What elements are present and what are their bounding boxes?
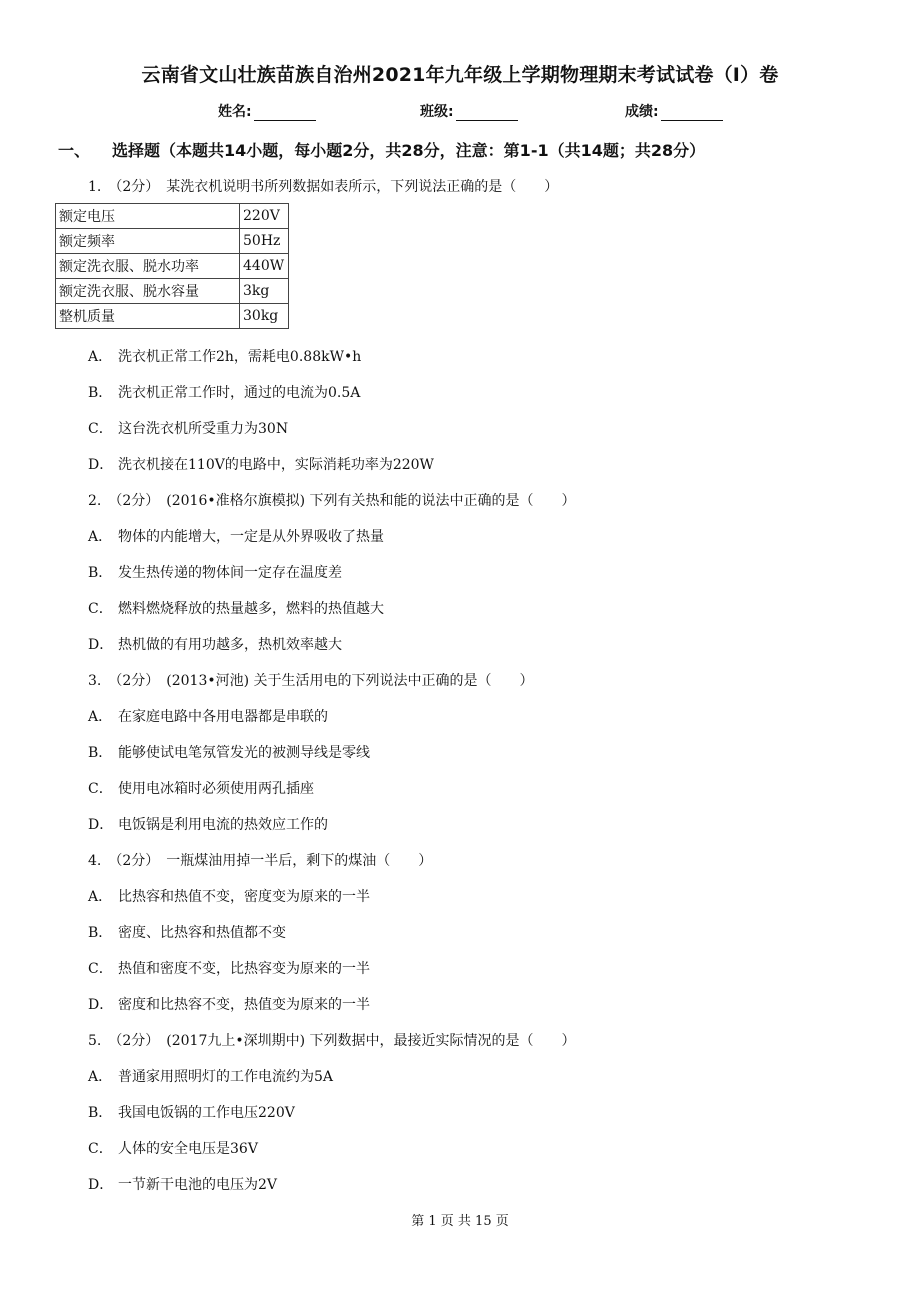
option-key: B．	[88, 925, 113, 941]
name-label: 姓名:	[218, 104, 252, 120]
option-text: 比热容和热值不变，密度变为原来的一半	[118, 889, 370, 905]
option	[88, 958, 370, 978]
option-text: 普通家用照明灯的工作电流约为5A	[118, 1069, 334, 1085]
option	[88, 382, 360, 402]
option	[88, 814, 328, 834]
option-text: 这台洗衣机所受重力为30N	[118, 421, 289, 437]
option-key: D．	[88, 637, 114, 653]
score-blank	[661, 106, 723, 121]
spec-table	[55, 203, 289, 329]
option-key: A．	[88, 349, 113, 365]
name-blank	[254, 106, 316, 121]
option	[88, 886, 370, 906]
option-key: D．	[88, 1177, 114, 1193]
page-footer: 第 1 页 共 15 页	[411, 1214, 509, 1229]
option-text: 人体的安全电压是36V	[118, 1141, 258, 1157]
question-stem: 2. （2分） (2016•准格尔旗模拟) 下列有关热和能的说法中正确的是（ ）	[88, 493, 576, 509]
option-key: C．	[88, 421, 113, 437]
student-info	[0, 101, 920, 121]
option-text: 热机做的有用功越多，热机效率越大	[118, 637, 342, 653]
table-row	[56, 254, 289, 279]
option-text: 在家庭电路中各用电器都是串联的	[118, 709, 328, 725]
option-text: 一节新干电池的电压为2V	[118, 1177, 278, 1193]
option	[88, 1102, 295, 1122]
option-text: 洗衣机正常工作2h，需耗电0.88kW•h	[118, 349, 362, 365]
section-number: 一、	[58, 141, 91, 160]
table-cell: 50Hz	[240, 229, 289, 254]
option-key: B．	[88, 385, 113, 401]
class-blank	[456, 106, 518, 121]
option	[88, 994, 370, 1014]
question-stem: 5. （2分） (2017九上•深圳期中) 下列数据中，最接近实际情况的是（ ）	[88, 1033, 576, 1049]
option-text: 热值和密度不变，比热容变为原来的一半	[118, 961, 370, 977]
section-heading	[58, 138, 705, 161]
option-text: 使用电冰箱时必须使用两孔插座	[118, 781, 314, 797]
option-key: A．	[88, 1069, 113, 1085]
option-key: D．	[88, 997, 114, 1013]
option-key: B．	[88, 565, 113, 581]
table-cell: 440W	[240, 254, 289, 279]
table-cell: 额定电压	[56, 204, 240, 229]
table-row	[56, 279, 289, 304]
option	[88, 1066, 333, 1086]
option-key: B．	[88, 745, 113, 761]
table-cell: 220V	[240, 204, 289, 229]
table-row	[56, 229, 289, 254]
option	[88, 598, 384, 618]
option	[88, 1174, 277, 1194]
class-field	[420, 101, 518, 121]
option-key: D．	[88, 817, 114, 833]
option-text: 密度、比热容和热值都不变	[118, 925, 286, 941]
section-title: 选择题（本题共14小题，每小题2分，共28分，注意：第1-1（共14题；共28分）	[112, 141, 706, 160]
option-key: B．	[88, 1105, 113, 1121]
table-cell: 3kg	[240, 279, 289, 304]
option-text: 能够使试电笔氖管发光的被测导线是零线	[118, 745, 370, 761]
option	[88, 346, 361, 366]
option-key: A．	[88, 889, 113, 905]
option-text: 发生热传递的物体间一定存在温度差	[118, 565, 342, 581]
class-label: 班级:	[420, 104, 454, 120]
table-cell: 额定频率	[56, 229, 240, 254]
option	[88, 634, 342, 654]
option-text: 密度和比热容不变，热值变为原来的一半	[118, 997, 370, 1013]
option	[88, 742, 370, 762]
page-title: 云南省文山壮族苗族自治州2021年九年级上学期物理期末考试试卷（I）卷	[141, 64, 779, 86]
option-key: C．	[88, 781, 113, 797]
option	[88, 922, 286, 942]
table-cell: 额定洗衣服、脱水容量	[56, 279, 240, 304]
score-label: 成绩:	[625, 104, 659, 120]
option-key: C．	[88, 1141, 113, 1157]
option	[88, 778, 314, 798]
option-text: 洗衣机接在110V的电路中，实际消耗功率为220W	[118, 457, 434, 473]
option-key: D．	[88, 457, 114, 473]
name-field	[218, 101, 316, 121]
question-stem: 4. （2分） 一瓶煤油用掉一半后，剩下的煤油（ ）	[88, 853, 433, 869]
score-field	[625, 101, 723, 121]
option	[88, 418, 288, 438]
option-text: 燃料燃烧释放的热量越多，燃料的热值越大	[118, 601, 384, 617]
option	[88, 1138, 258, 1158]
option	[88, 706, 328, 726]
option-text: 物体的内能增大，一定是从外界吸收了热量	[118, 529, 384, 545]
option-key: C．	[88, 601, 113, 617]
table-cell: 整机质量	[56, 304, 240, 329]
question-stem: 1. （2分） 某洗衣机说明书所列数据如表所示，下列说法正确的是（ ）	[88, 179, 559, 195]
option-key: A．	[88, 709, 113, 725]
table-row	[56, 304, 289, 329]
option	[88, 562, 342, 582]
option-text: 洗衣机正常工作时，通过的电流为0.5A	[118, 385, 361, 401]
table-cell: 30kg	[240, 304, 289, 329]
table-cell: 额定洗衣服、脱水功率	[56, 254, 240, 279]
option	[88, 526, 384, 546]
question-stem: 3. （2分） (2013•河池) 关于生活用电的下列说法中正确的是（ ）	[88, 673, 534, 689]
option	[88, 454, 434, 474]
option-key: C．	[88, 961, 113, 977]
option-text: 我国电饭锅的工作电压220V	[118, 1105, 295, 1121]
table-row	[56, 204, 289, 229]
option-text: 电饭锅是利用电流的热效应工作的	[118, 817, 328, 833]
option-key: A．	[88, 529, 113, 545]
